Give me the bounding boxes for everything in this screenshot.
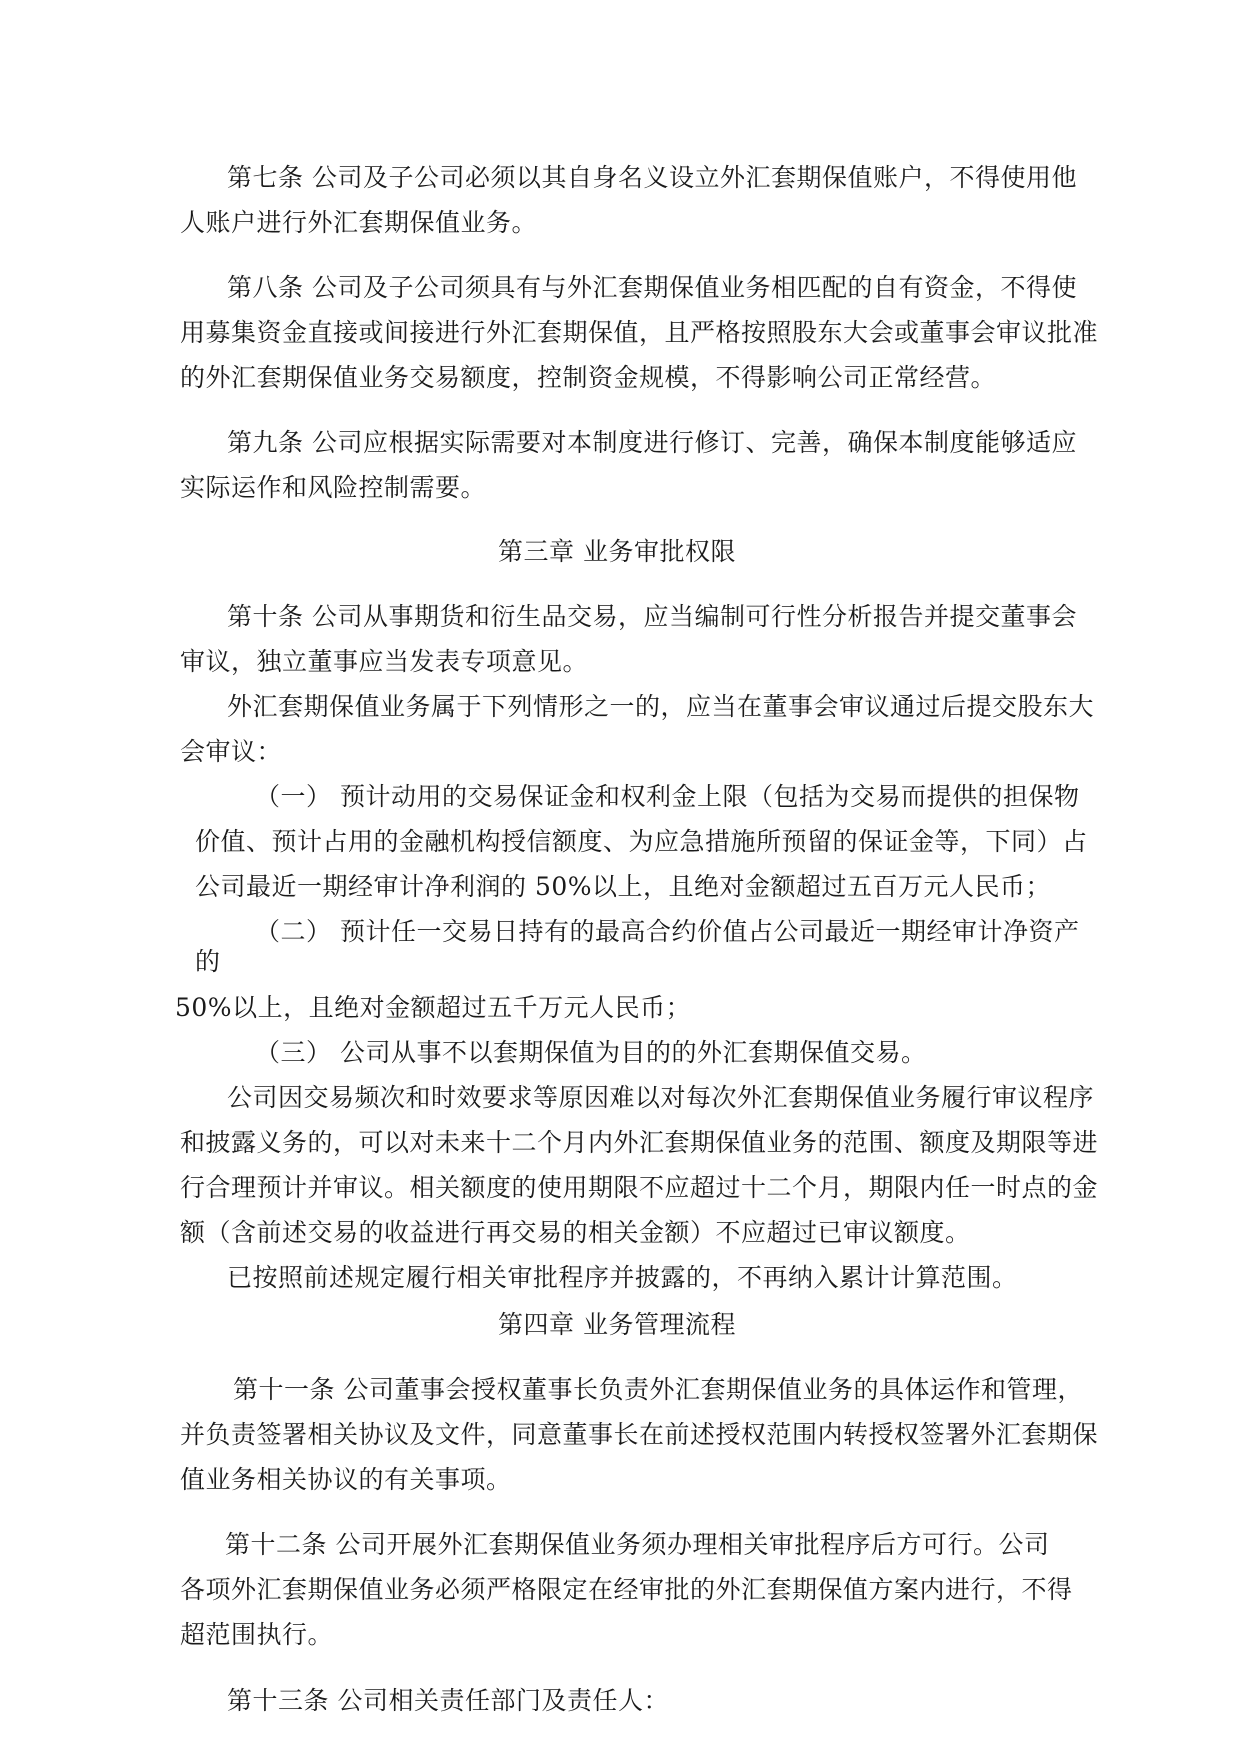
item-2-line-3: 50%以上，且绝对金额超过五千万元人民币； xyxy=(175,993,692,1022)
chapter-4-heading: 第四章 业务管理流程 xyxy=(498,1310,736,1339)
article-11-line-3: 值业务相关协议的有关事项。 xyxy=(180,1465,512,1494)
article-10-para-2-line-2: 会审议： xyxy=(180,737,283,766)
article-8-line-2: 用募集资金直接或间接进行外汇套期保值，且严格按照股东大会或董事会审议批准 xyxy=(180,318,1099,347)
article-10-para-2-line-1: 外汇套期保值业务属于下列情形之一的，应当在董事会审议通过后提交股东大 xyxy=(227,692,1095,721)
article-9-line-1: 第九条 公司应根据实际需要对本制度进行修订、完善，确保本制度能够适应 xyxy=(227,428,1077,457)
article-7-line-1: 第七条 公司及子公司必须以其自身名义设立外汇套期保值账户，不得使用他 xyxy=(227,163,1077,192)
article-10-para-4-line-1: 已按照前述规定履行相关审批程序并披露的，不再纳入累计计算范围。 xyxy=(227,1263,1018,1292)
article-10-line-1: 第十条 公司从事期货和衍生品交易，应当编制可行性分析报告并提交董事会 xyxy=(227,602,1077,631)
article-12-line-2: 各项外汇套期保值业务必须严格限定在经审批的外汇套期保值方案内进行，不得 xyxy=(180,1575,1073,1604)
article-12-line-1: 第十二条 公司开展外汇套期保值业务须办理相关审批程序后方可行。公司 xyxy=(225,1530,1050,1559)
item-2-line-1: （二） 预计任一交易日持有的最高合约价值占公司最近一期经审计净资产 xyxy=(255,917,1080,946)
article-8-line-3: 的外汇套期保值业务交易额度，控制资金规模，不得影响公司正常经营。 xyxy=(180,363,997,392)
article-13-line-1: 第十三条 公司相关责任部门及责任人： xyxy=(227,1686,669,1715)
article-9-line-2: 实际运作和风险控制需要。 xyxy=(180,473,487,502)
article-11-line-2: 并负责签署相关协议及文件，同意董事长在前述授权范围内转授权签署外汇套期保 xyxy=(180,1420,1099,1449)
article-11-line-1: 第十一条 公司董事会授权董事长负责外汇套期保值业务的具体运作和管理， xyxy=(233,1375,1083,1404)
item-1-line-3: 公司最近一期经审计净利润的 50%以上，且绝对金额超过五百万元人民币； xyxy=(195,872,1052,901)
article-8-line-1: 第八条 公司及子公司须具有与外汇套期保值业务相匹配的自有资金，不得使 xyxy=(227,273,1077,302)
article-12-line-3: 超范围执行。 xyxy=(180,1620,334,1649)
article-10-para-3-line-2: 和披露义务的，可以对未来十二个月内外汇套期保值业务的范围、额度及期限等进 xyxy=(180,1128,1099,1157)
chapter-3-heading: 第三章 业务审批权限 xyxy=(498,537,736,566)
item-2-line-2: 的 xyxy=(195,947,221,976)
article-10-para-3-line-3: 行合理预计并审议。相关额度的使用期限不应超过十二个月，期限内任一时点的金 xyxy=(180,1173,1099,1202)
item-1-line-1: （一） 预计动用的交易保证金和权利金上限（包括为交易而提供的担保物 xyxy=(255,782,1080,811)
item-3-line-1: （三） 公司从事不以套期保值为目的的外汇套期保值交易。 xyxy=(255,1038,927,1067)
article-10-para-3-line-4: 额（含前述交易的收益进行再交易的相关金额）不应超过已审议额度。 xyxy=(180,1218,971,1247)
item-1-line-2: 价值、预计占用的金融机构授信额度、为应急措施所预留的保证金等，下同）占 xyxy=(195,827,1088,856)
article-10-para-3-line-1: 公司因交易频次和时效要求等原因难以对每次外汇套期保值业务履行审议程序 xyxy=(227,1083,1095,1112)
article-10-line-2: 审议，独立董事应当发表专项意见。 xyxy=(180,647,589,676)
article-7-line-2: 人账户进行外汇套期保值业务。 xyxy=(180,208,538,237)
